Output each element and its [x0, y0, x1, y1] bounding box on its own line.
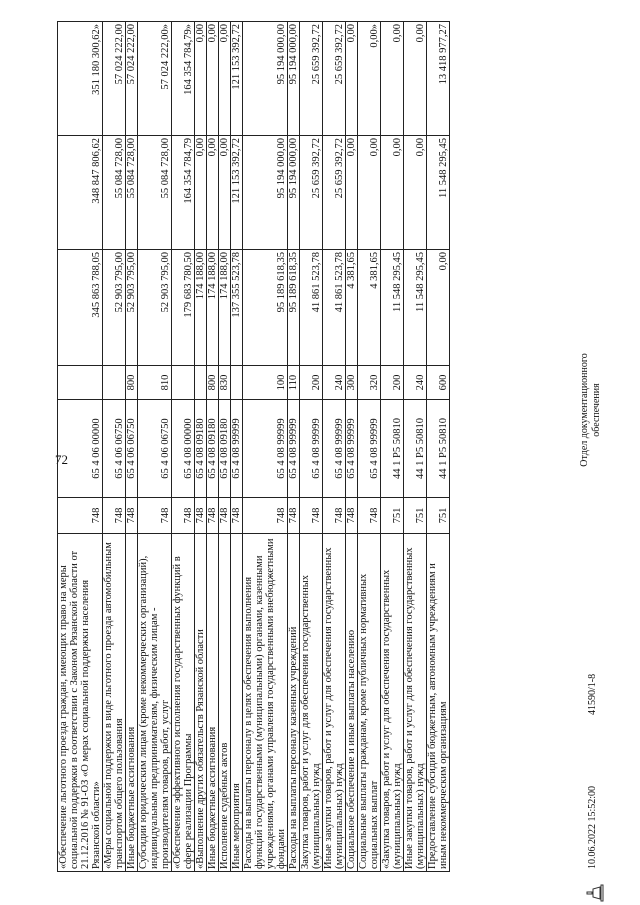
row-name: «Обеспечение льготного проезда граждан, имеющих право на меры социальной поддержки в соответствии с Законом Рязанской области от 21.12.2016 № 91-ОЗ «О мерах социальной поддержки населения Рязанской области» — [58, 534, 103, 872]
table-row — [207, 22, 219, 872]
row-name: Закупка товаров, работ и услуг для обеспечения государственных (муниципальных) нужд — [300, 534, 323, 872]
row-value-2023: 95 194 000,00 — [243, 136, 288, 250]
row-name: Субсидии юридическим лицам (кроме некоммерческих организаций), индивидуальным предпринимателям, физическим лицам - производителям товаров, работ, услуг — [138, 534, 172, 872]
row-code: 748 — [323, 498, 346, 534]
row-value-2024: 95 194 000,00 — [288, 22, 300, 136]
row-value-2023: 95 194 000,00 — [288, 136, 300, 250]
row-value-2022: 52 903 795,00 — [103, 250, 126, 366]
row-target-code: 65 4 08 00000 — [172, 400, 195, 498]
row-name: Исполнение судебных актов — [219, 534, 231, 872]
department-line-2: обеспечения — [591, 383, 602, 437]
row-target-code: 44 1 P5 50810 — [381, 400, 404, 498]
row-expense-type: 300 — [346, 366, 358, 400]
row-code: 748 — [231, 498, 243, 534]
table-row — [172, 22, 195, 872]
row-value-2023: 0,00 — [346, 136, 358, 250]
row-code: 748 — [358, 498, 381, 534]
row-target-code: 65 4 06 06750 — [103, 400, 126, 498]
table-row — [231, 22, 243, 872]
row-value-2023: 164 354 784,79 — [172, 136, 195, 250]
row-target-code: 44 1 P5 50810 — [404, 400, 427, 498]
row-value-2024: 0,00 — [404, 22, 427, 136]
row-value-2024: 121 153 392,72 — [231, 22, 243, 136]
row-expense-type: 100 — [243, 366, 288, 400]
row-code: 751 — [381, 498, 404, 534]
row-value-2022: 11 548 295,45 — [404, 250, 427, 366]
row-name: «Меры социальной поддержки в виде льготного проезда автомобильным транспортом общего пользования — [103, 534, 126, 872]
row-value-2024: 351 180 300,62» — [58, 22, 103, 136]
row-name: «Выполнение других обязательств Рязанской области — [195, 534, 207, 872]
row-value-2022: 4 381,65 — [358, 250, 381, 366]
row-target-code: 65 4 08 99999 — [243, 400, 288, 498]
row-value-2022: 174 188,00 — [219, 250, 231, 366]
table-row — [404, 22, 427, 872]
row-code: 748 — [288, 498, 300, 534]
row-target-code: 65 4 08 09180 — [207, 400, 219, 498]
table-row — [58, 22, 103, 872]
row-code: 748 — [207, 498, 219, 534]
row-expense-type: 830 — [219, 366, 231, 400]
row-value-2024: 57 024 222,00» — [138, 22, 172, 136]
row-code: 748 — [58, 498, 103, 534]
row-value-2022: 0,00 — [427, 250, 450, 366]
row-expense-type — [103, 366, 126, 400]
row-value-2023: 55 084 728,00 — [126, 136, 138, 250]
row-value-2023: 25 659 392,72 — [300, 136, 323, 250]
row-value-2024: 13 418 977,27 — [427, 22, 450, 136]
row-name: «Обеспечение эффективного исполнения государственных функций в сфере реализации Программы — [172, 534, 195, 872]
row-value-2024: 0,00 — [346, 22, 358, 136]
row-value-2023: 348 847 806,62 — [58, 136, 103, 250]
row-target-code: 65 4 08 09180 — [195, 400, 207, 498]
row-value-2023: 0,00 — [381, 136, 404, 250]
table-row — [358, 22, 381, 872]
row-value-2023: 25 659 392,72 — [323, 136, 346, 250]
row-value-2024: 0,00 — [207, 22, 219, 136]
row-name: Иные бюджетные ассигнования — [126, 534, 138, 872]
emblem-icon — [583, 881, 607, 905]
table-row — [381, 22, 404, 872]
row-code: 751 — [427, 498, 450, 534]
row-value-2024: 57 024 222,00 — [126, 22, 138, 136]
page-number: 72 — [55, 452, 68, 467]
footer-date: 10.06.2022 15:52:00 — [587, 785, 598, 869]
row-value-2022: 174 188,00 — [207, 250, 219, 366]
budget-table-container — [57, 22, 577, 872]
row-expense-type: 800 — [207, 366, 219, 400]
row-target-code: 65 4 08 99999 — [231, 400, 243, 498]
row-target-code: 65 4 08 99999 — [300, 400, 323, 498]
row-code: 748 — [219, 498, 231, 534]
row-code: 748 — [172, 498, 195, 534]
row-value-2024: 95 194 000,00 — [243, 22, 288, 136]
row-expense-type: 600 — [427, 366, 450, 400]
row-name: Социальные выплаты гражданам, кроме публичных нормативных социальных выплат — [358, 534, 381, 872]
row-value-2022: 4 381,65 — [346, 250, 358, 366]
row-name: Расходы на выплаты персоналу в целях обеспечения выполнения функций государственными (муниципальными) органами, казенными учреждениями, органами управления государственными внебюджетными фондами — [243, 534, 288, 872]
row-value-2022: 345 863 788,05 — [58, 250, 103, 366]
footer — [575, 55, 615, 905]
row-value-2024: 25 659 392,72 — [323, 22, 346, 136]
row-value-2023: 55 084 728,00 — [138, 136, 172, 250]
row-expense-type — [195, 366, 207, 400]
row-value-2024: 0,00 — [219, 22, 231, 136]
row-name: Социальное обеспечение и иные выплаты населению — [346, 534, 358, 872]
table-row — [195, 22, 207, 872]
row-target-code: 65 4 08 99999 — [323, 400, 346, 498]
table-row — [103, 22, 126, 872]
row-name: Иные бюджетные ассигнования — [207, 534, 219, 872]
table-row — [126, 22, 138, 872]
row-name: Иные закупки товаров, работ и услуг для обеспечения государственных (муниципальных) нужд — [323, 534, 346, 872]
row-expense-type — [172, 366, 195, 400]
table-row — [138, 22, 172, 872]
row-value-2024: 25 659 392,72 — [300, 22, 323, 136]
row-expense-type: 110 — [288, 366, 300, 400]
row-name: Предоставление субсидий бюджетным, автономным учреждениям и иным некоммерческим организациям — [427, 534, 450, 872]
table-row — [300, 22, 323, 872]
row-value-2022: 52 903 795,00 — [126, 250, 138, 366]
row-expense-type: 200 — [381, 366, 404, 400]
row-name: Расходы на выплаты персоналу казенных учреждений — [288, 534, 300, 872]
row-code: 748 — [195, 498, 207, 534]
row-code: 751 — [404, 498, 427, 534]
row-expense-type: 810 — [138, 366, 172, 400]
row-value-2022: 95 189 618,35 — [243, 250, 288, 366]
footer-doc-code: 41590/1-8 — [587, 673, 598, 715]
row-target-code: 65 4 06 06750 — [138, 400, 172, 498]
row-value-2022: 11 548 295,45 — [381, 250, 404, 366]
row-expense-type: 240 — [404, 366, 427, 400]
row-target-code: 44 1 P5 50810 — [427, 400, 450, 498]
row-name: Иные закупки товаров, работ и услуг для обеспечения государственных (муниципальных) нужд — [404, 534, 427, 872]
row-target-code: 65 4 06 06750 — [126, 400, 138, 498]
row-code: 748 — [126, 498, 138, 534]
row-value-2022: 95 189 618,35 — [288, 250, 300, 366]
row-target-code: 65 4 06 00000 — [58, 400, 103, 498]
row-value-2022: 137 355 523,78 — [231, 250, 243, 366]
row-name: Иные мероприятия — [231, 534, 243, 872]
row-value-2024: 0,00 — [195, 22, 207, 136]
table-row — [427, 22, 450, 872]
footer-department — [579, 310, 603, 510]
row-code: 748 — [300, 498, 323, 534]
row-value-2023: 0,00 — [358, 136, 381, 250]
row-value-2022: 41 861 523,78 — [323, 250, 346, 366]
table-row — [219, 22, 231, 872]
row-target-code: 65 4 08 99999 — [358, 400, 381, 498]
row-expense-type: 200 — [300, 366, 323, 400]
row-value-2023: 0,00 — [195, 136, 207, 250]
row-value-2024: 57 024 222,00 — [103, 22, 126, 136]
table-row — [243, 22, 288, 872]
row-expense-type: 320 — [358, 366, 381, 400]
row-code: 748 — [243, 498, 288, 534]
row-value-2023: 0,00 — [219, 136, 231, 250]
row-target-code: 65 4 08 09180 — [219, 400, 231, 498]
table-row — [288, 22, 300, 872]
table-row — [346, 22, 358, 872]
row-code: 748 — [346, 498, 358, 534]
row-code: 748 — [138, 498, 172, 534]
row-value-2023: 0,00 — [404, 136, 427, 250]
row-expense-type — [231, 366, 243, 400]
row-value-2024: 0,00 — [381, 22, 404, 136]
budget-table — [57, 21, 450, 872]
row-value-2022: 52 903 795,00 — [138, 250, 172, 366]
row-value-2023: 121 153 392,72 — [231, 136, 243, 250]
row-target-code: 65 4 08 99999 — [346, 400, 358, 498]
row-target-code: 65 4 08 99999 — [288, 400, 300, 498]
row-value-2023: 0,00 — [207, 136, 219, 250]
row-value-2023: 11 548 295,45 — [427, 136, 450, 250]
row-value-2023: 55 084 728,00 — [103, 136, 126, 250]
row-code: 748 — [103, 498, 126, 534]
row-expense-type: 240 — [323, 366, 346, 400]
row-name: «Закупка товаров, работ и услуг для обеспечения государственных (муниципальных) нужд — [381, 534, 404, 872]
row-value-2022: 179 683 780,50 — [172, 250, 195, 366]
row-value-2024: 0,00» — [358, 22, 381, 136]
row-value-2022: 174 188,00 — [195, 250, 207, 366]
department-line-1: Отдел документационного — [579, 353, 590, 467]
row-value-2024: 164 354 784,79» — [172, 22, 195, 136]
table-row — [323, 22, 346, 872]
row-expense-type: 800 — [126, 366, 138, 400]
row-expense-type — [58, 366, 103, 400]
row-value-2022: 41 861 523,78 — [300, 250, 323, 366]
